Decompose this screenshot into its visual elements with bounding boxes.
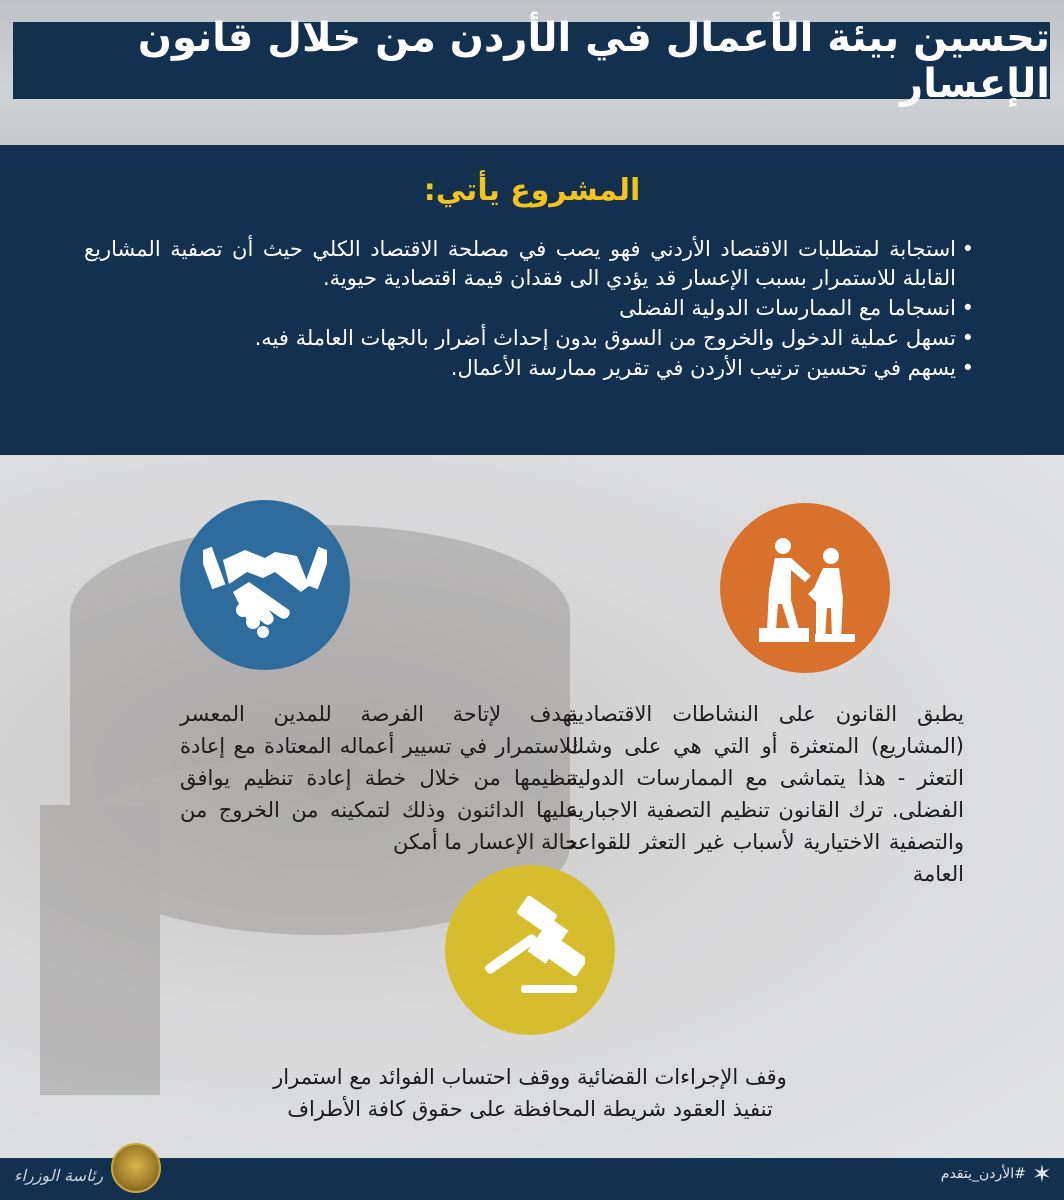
bullet-item: • انسجاما مع الممارسات الدولية الفضلى [84, 294, 974, 323]
title-banner [13, 14, 1050, 107]
handshake-circle [180, 500, 350, 670]
bullet-item: • يسهم في تحسين ترتيب الأردن في تقرير ممارسة الأعمال. [84, 354, 974, 383]
footer-logo-text: رئاسة الوزراء [14, 1165, 104, 1185]
project-heading: المشروع يأتي: [423, 173, 641, 208]
project-bullets [84, 235, 974, 384]
page-title: تحسين بيئة الأعمال في الأردن من خلال قانون الإعسار [137, 14, 1050, 107]
footer-logo [14, 1143, 161, 1193]
handshake-icon [203, 530, 327, 640]
crest-icon [111, 1143, 161, 1193]
footer-hashtag [941, 1162, 1052, 1186]
star-icon: ✶ [1031, 1160, 1052, 1188]
feature-text-left: يهدف لإتاحة الفرصة للمدين المعسر للاستمرار في تسيير أعماله المعتادة مع إعادة تنظيمها من خلال خطة إعادة تنظيم يوافق عليها الدائنون وذلك لتمكينه من الخروج من حالة الإعسار ما أمكن [180, 702, 578, 854]
bullet-item: • تسهل عملية الدخول والخروج من السوق بدون إحداث أضرار بالجهات العاملة فيه. [84, 324, 974, 353]
project-box [0, 145, 1064, 457]
gavel-circle [445, 865, 615, 1035]
gavel-icon [475, 895, 585, 1005]
people-helping-circle [720, 503, 890, 673]
feature-text-center: وقف الإجراءات القضائية ووقف احتساب الفوائد مع استمرار تنفيذ العقود شريطة المحافظة على حقوق كافة الأطراف [273, 1065, 787, 1121]
people-helping-icon [745, 528, 865, 648]
hashtag-text: #الأردن_يتقدم [940, 1166, 1026, 1182]
feature-text-right: يطبق القانون على النشاطات الاقتصادية (المشاريع) المتعثرة أو التي هي على وشك التعثر - هذا يتماشى مع الممارسات الدولية الفضلى. ترك القانون تنظيم التصفية الاجبارية والتصفية الاختيارية لأسباب غير التعثر للقواعد العامة [567, 702, 964, 886]
bullet-item: • استجابة لمتطلبات الاقتصاد الأردني فهو يصب في مصلحة الاقتصاد الكلي حيث أن تصفية المشاريع القابلة للاستمرار بسبب الإعسار قد يؤدي الى فقدان قيمة اقتصادية حيوية. [84, 235, 974, 293]
